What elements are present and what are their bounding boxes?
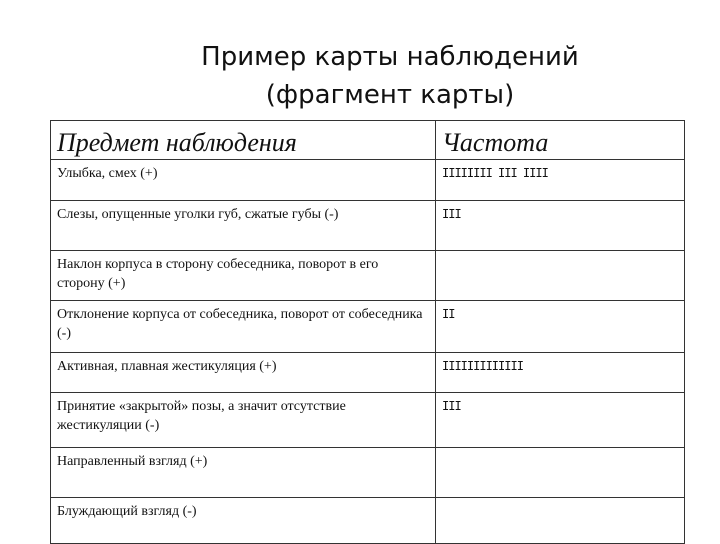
frequency-cell: III <box>436 393 685 448</box>
table-row <box>51 498 685 544</box>
header-frequency: Частота <box>436 121 685 160</box>
frequency-cell: IIIIIIIIIIIII <box>436 353 685 393</box>
observation-table <box>50 120 685 544</box>
subject-cell: Блуждающий взгляд (-) <box>51 498 436 544</box>
title-line-2: (фрагмент карты) <box>265 80 515 110</box>
subject-cell: Улыбка, смех (+) <box>51 160 436 201</box>
table-row <box>51 448 685 498</box>
page-title <box>140 38 640 114</box>
table-row <box>51 301 685 353</box>
table-row <box>51 201 685 251</box>
frequency-cell <box>436 448 685 498</box>
table-row <box>51 251 685 301</box>
table-row <box>51 160 685 201</box>
table-header-row <box>51 121 685 160</box>
subject-cell: Направленный взгляд (+) <box>51 448 436 498</box>
frequency-cell <box>436 251 685 301</box>
subject-cell: Отклонение корпуса от собеседника, поворот от собеседника (-) <box>51 301 436 353</box>
subject-cell: Активная, плавная жестикуляция (+) <box>51 353 436 393</box>
frequency-cell: III <box>436 201 685 251</box>
frequency-cell: II <box>436 301 685 353</box>
subject-cell: Принятие «закрытой» позы, а значит отсутствие жестикуляции (-) <box>51 393 436 448</box>
subject-cell: Наклон корпуса в сторону собеседника, поворот в его сторону (+) <box>51 251 436 301</box>
subject-cell: Слезы, опущенные уголки губ, сжатые губы (-) <box>51 201 436 251</box>
frequency-cell <box>436 498 685 544</box>
table-row <box>51 393 685 448</box>
table-row <box>51 353 685 393</box>
title-line-1: Пример карты наблюдений <box>201 42 579 72</box>
header-subject: Предмет наблюдения <box>51 121 436 160</box>
frequency-cell: IIIIIIII III IIII <box>436 160 685 201</box>
